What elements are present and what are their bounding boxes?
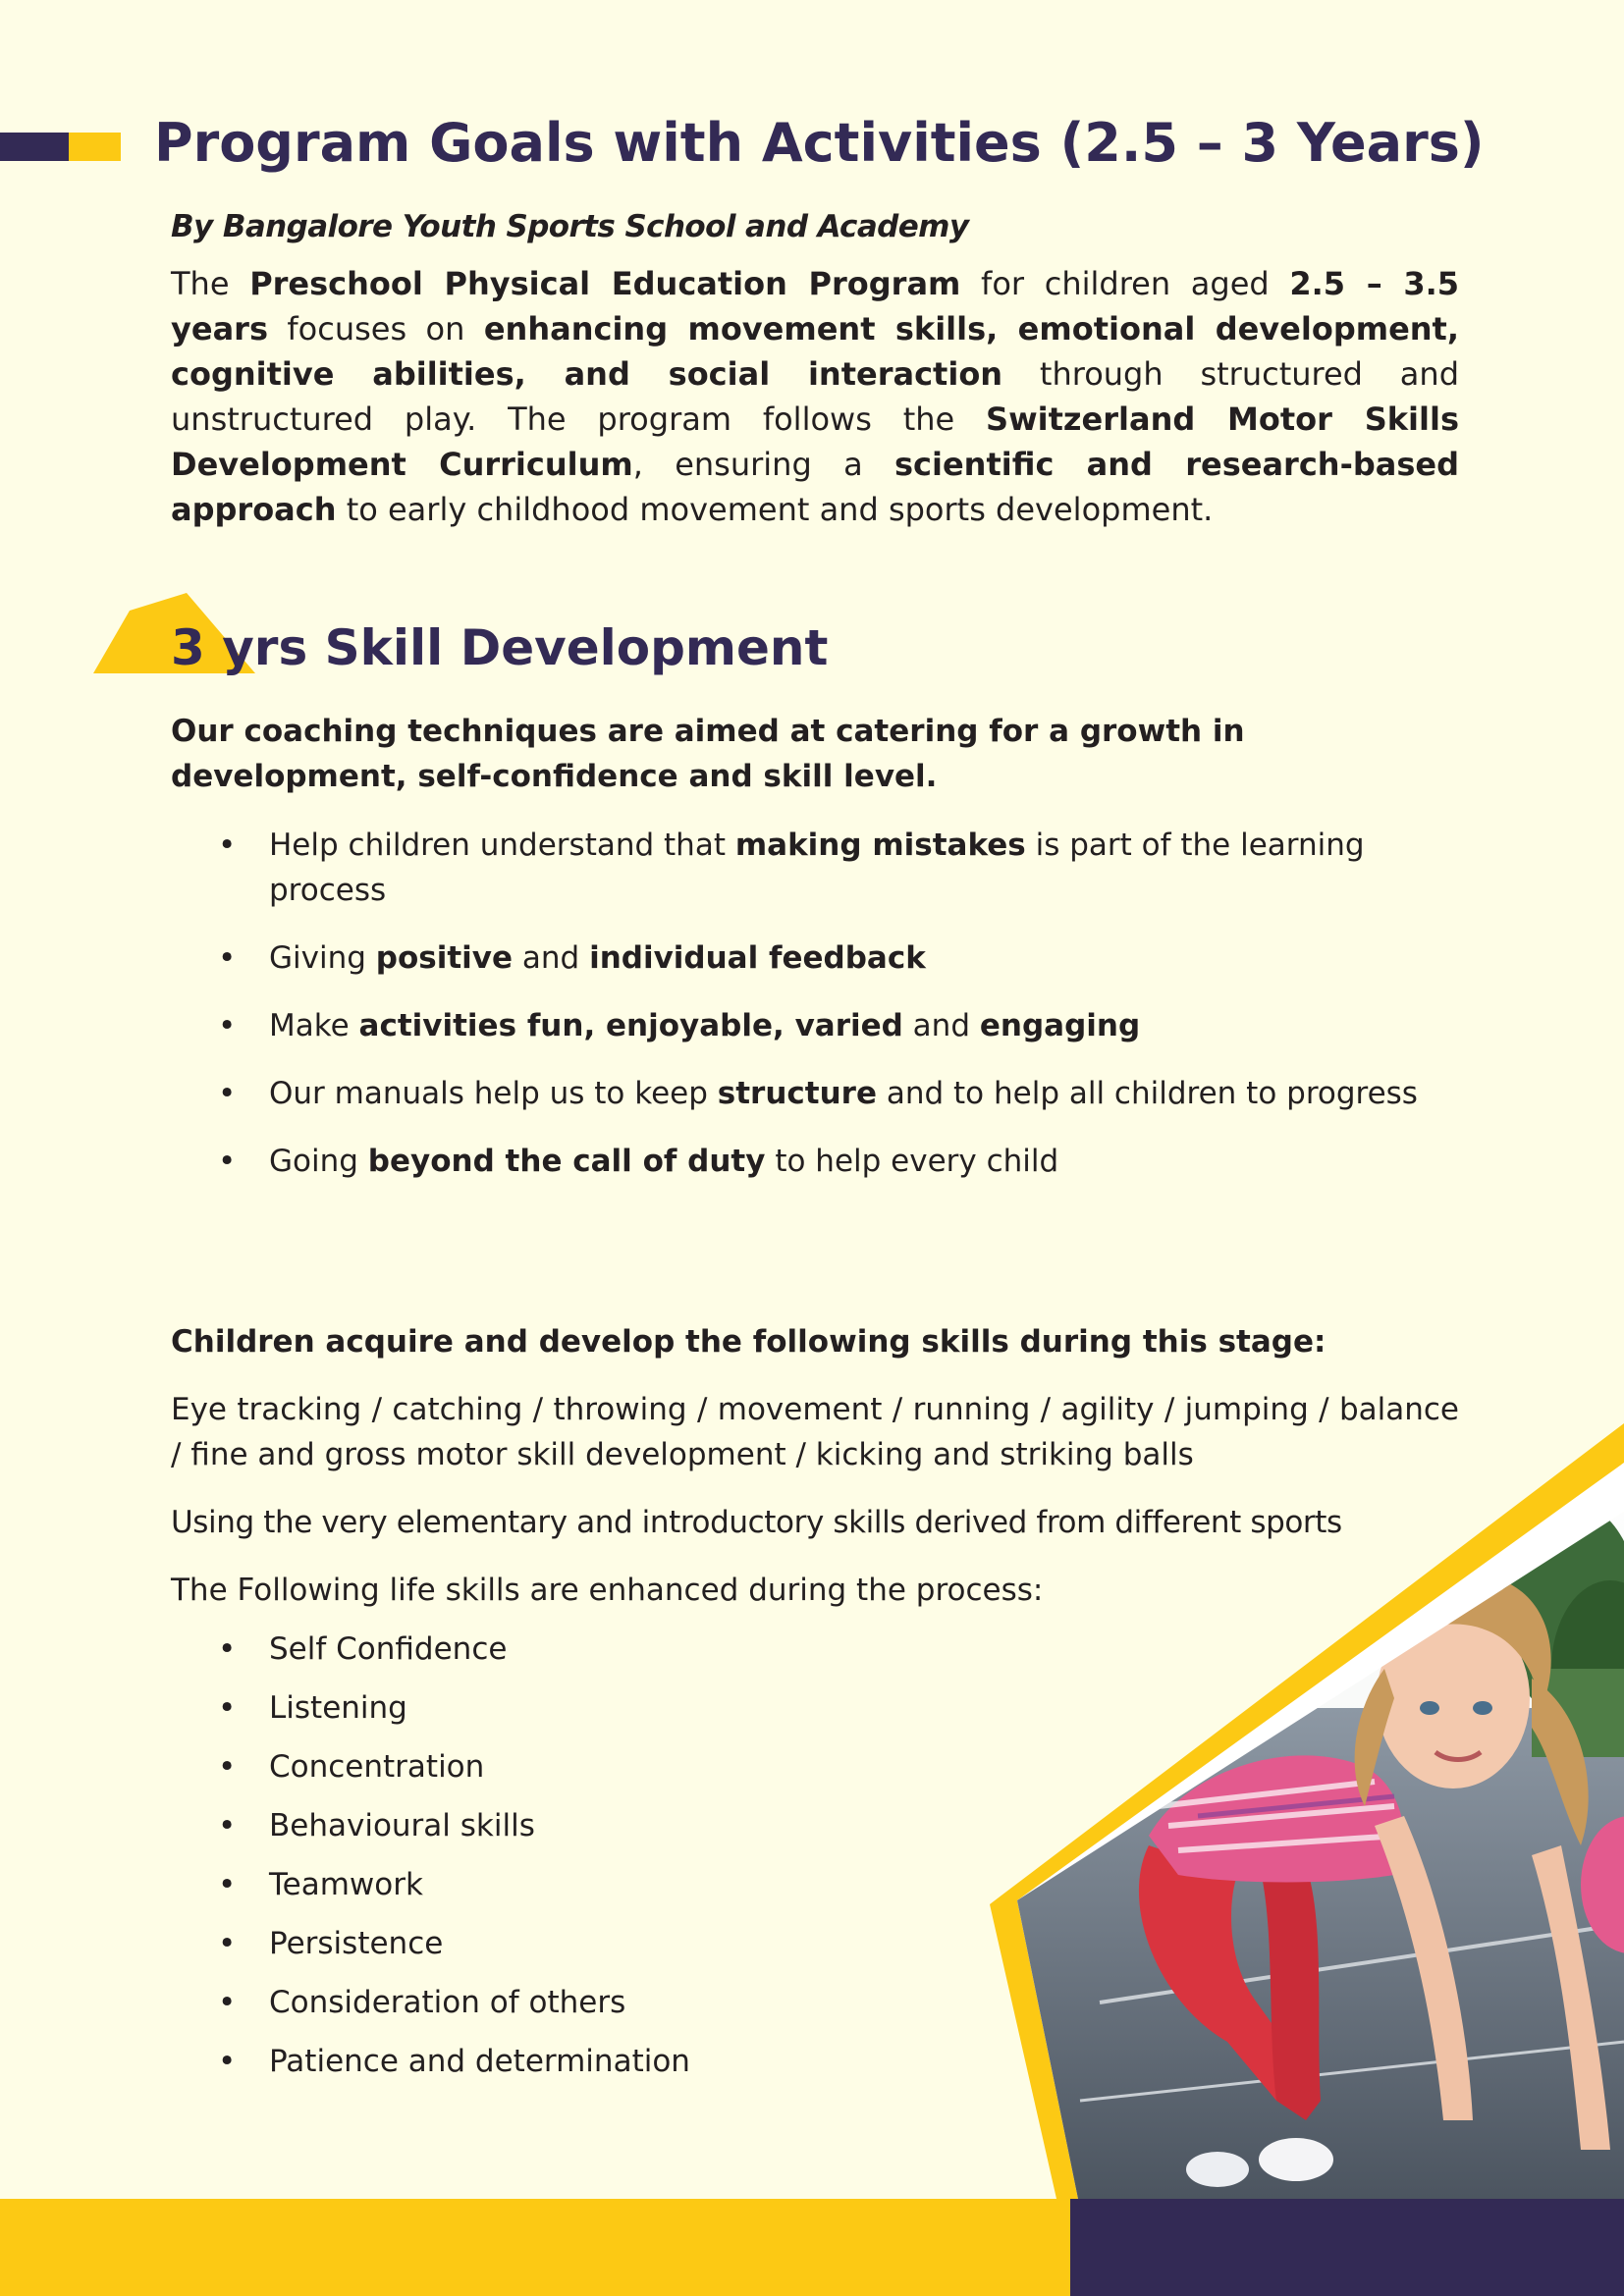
list-item: • Giving positive and individual feedback xyxy=(171,935,1447,981)
list-item: • Help children understand that making mistakes is part of the learning process xyxy=(171,823,1447,913)
sports-text: Using the very elementary and introductory skills derived from different sports xyxy=(171,1505,1342,1540)
bullet-icon: • xyxy=(218,1985,237,2020)
list-item: • Self Confidence xyxy=(171,1627,1447,1685)
list-item: • Concentration xyxy=(171,1744,1447,1803)
list-item: • Going beyond the call of duty to help every child xyxy=(171,1139,1447,1184)
byline: By Bangalore Youth Sports School and Academy xyxy=(171,209,969,244)
life-skills-heading: The Following life skills are enhanced during the process: xyxy=(171,1573,1044,1608)
bullet-icon: • xyxy=(218,1144,237,1179)
girl-in-sprint-start-photo xyxy=(982,1414,1624,2199)
bullet-icon: • xyxy=(218,1076,237,1111)
list-item: • Patience and determination xyxy=(171,2039,1447,2098)
skills-heading: Children acquire and develop the following skills during this stage: xyxy=(171,1324,1326,1360)
skills-list-text: Eye tracking / catching / throwing / movement / running / agility / jumping / balance / fine and gross motor skill development / kicking and striking balls xyxy=(171,1392,1459,1472)
title-accent-bar-dark xyxy=(0,133,69,161)
bullet-icon: • xyxy=(218,940,237,976)
bullet-icon: • xyxy=(218,1631,237,1667)
list-item: • Our manuals help us to keep structure and to help all children to progress xyxy=(171,1071,1447,1116)
title-accent-bar-yellow xyxy=(69,133,121,161)
bottom-band-dark xyxy=(1070,2199,1624,2296)
bullet-icon: • xyxy=(218,1008,237,1043)
bullet-icon: • xyxy=(218,1749,237,1785)
list-item: • Consideration of others xyxy=(171,1980,1447,2039)
list-item: • Teamwork xyxy=(171,1862,1447,1921)
bottom-band-yellow xyxy=(0,2199,1070,2296)
bullet-icon: • xyxy=(218,828,237,863)
list-item: • Persistence xyxy=(171,1921,1447,1980)
bullet-icon: • xyxy=(218,2044,237,2079)
bullet-icon: • xyxy=(218,1926,237,1961)
bullet-icon: • xyxy=(218,1808,237,1843)
page-title: Program Goals with Activities (2.5 – 3 Years) xyxy=(154,112,1485,174)
coaching-intro: Our coaching techniques are aimed at catering for a growth in development, self-confidence and skill level. xyxy=(171,714,1245,794)
intro-paragraph: The Preschool Physical Education Program for children aged 2.5 – 3.5 years focuses on enhancing movement skills, emotional development, cognitive abilities, and social interaction through structured and unstructured play. The program follows the Switzerland Motor Skills Development Curriculum, ensuring a scientific and research-based approach to early childhood movement and sports development. xyxy=(171,265,1460,528)
bullet-icon: • xyxy=(218,1690,237,1726)
skill-development-heading: 3 yrs Skill Development xyxy=(171,619,829,676)
list-item: • Behavioural skills xyxy=(171,1803,1447,1862)
coaching-list xyxy=(171,823,1447,1206)
list-item: • Make activities fun, enjoyable, varied and engaging xyxy=(171,1003,1447,1048)
bullet-icon: • xyxy=(218,1867,237,1902)
list-item: • Listening xyxy=(171,1685,1447,1744)
